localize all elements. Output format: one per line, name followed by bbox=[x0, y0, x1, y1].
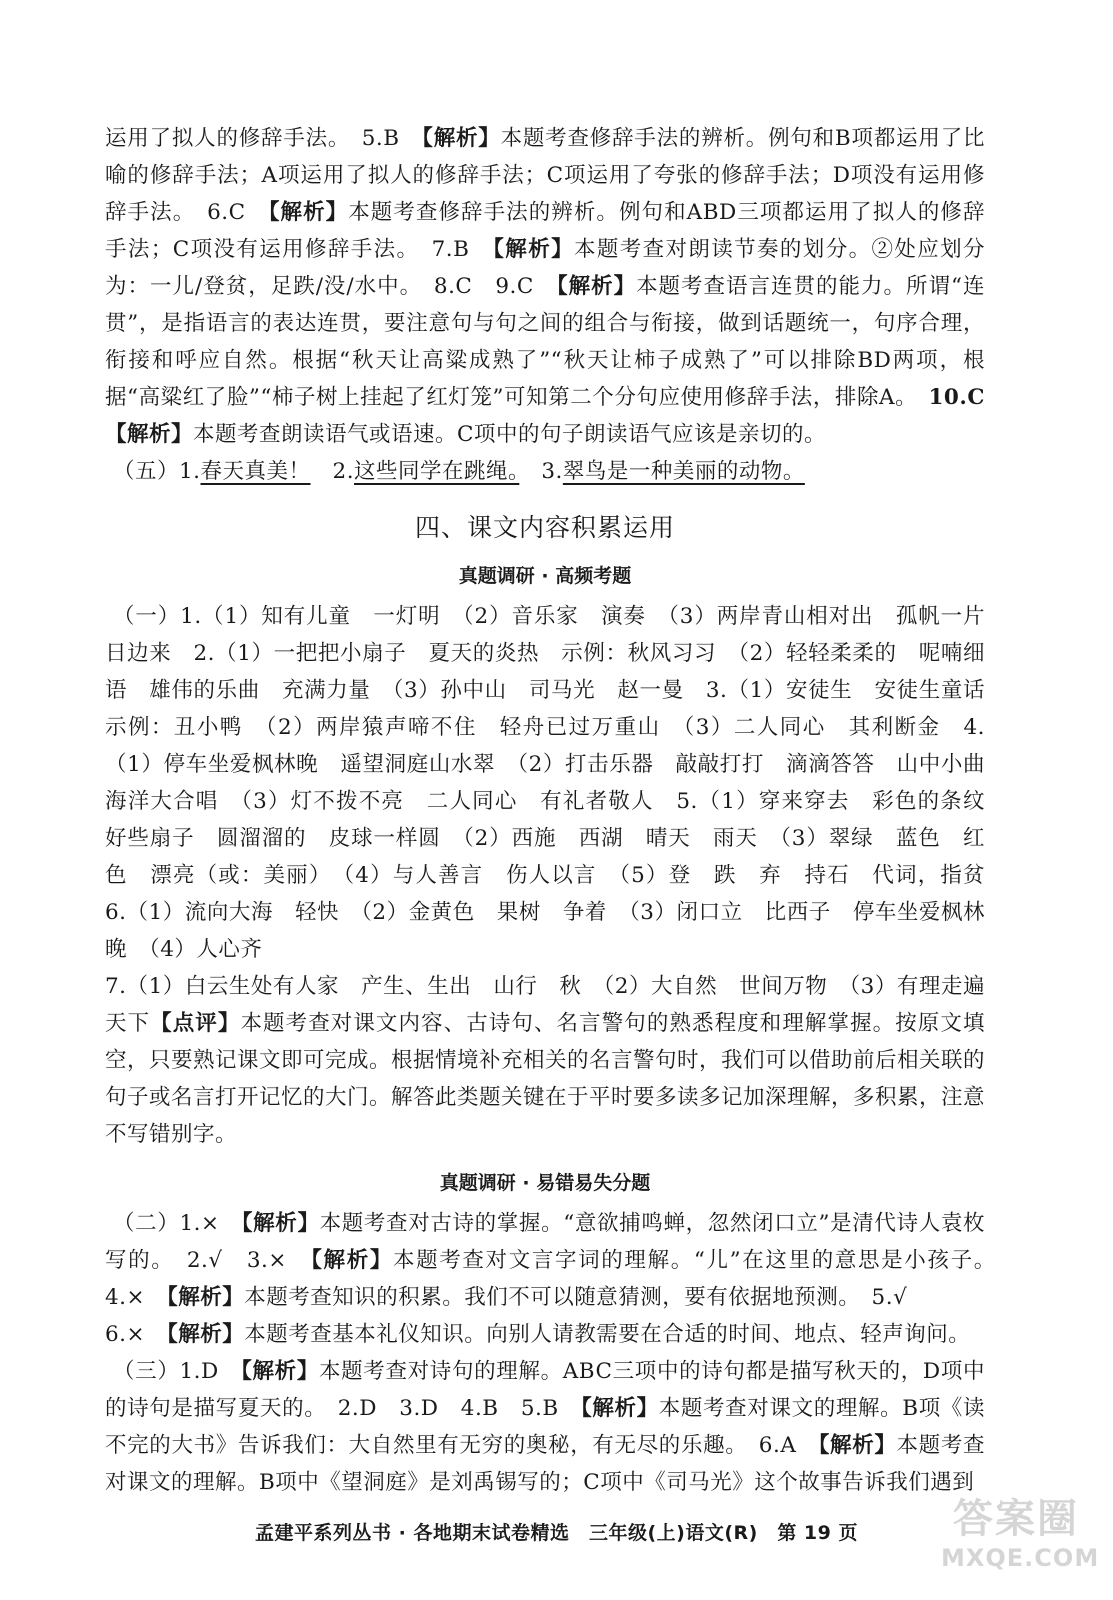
answer-text: 运用了拟人的修辞手法。 bbox=[105, 126, 362, 151]
answer-text: 2. bbox=[310, 459, 355, 484]
underlined-answer: 春天真美！ bbox=[200, 459, 311, 484]
answer-text: 5.B bbox=[361, 126, 423, 151]
analysis-tag: 【解析】 bbox=[818, 1433, 897, 1458]
answer-paragraph bbox=[105, 598, 1008, 968]
analysis-tag: 【解析】 bbox=[167, 1285, 245, 1310]
answer-text: 本题考查对课文的理解。B项《读不完的大书》告诉我们：大自然里有无穷的奥秘，有无尽的乐趣。 6.A bbox=[105, 1396, 985, 1458]
analysis-tag: 【解析】 bbox=[105, 422, 194, 447]
section-title: 四、课文内容积累运用 bbox=[414, 513, 675, 542]
answer-text: 本题考查基本礼仪知识。向别人请教需要在合适的时间、地点、轻声询问。 bbox=[244, 1322, 971, 1347]
answer-paragraph bbox=[105, 453, 985, 490]
answer-text: 本题考查对课文内容、古诗句、名言警句的熟悉程度和理解掌握。按原文填空，只要熟记课文即可完成。根据情境补充相关的名言警句时，我们可以借助前后相关联的句子或名言打开记忆的大门。解答此类题关键在于平时要多读多记加深理解，多积累，注意不写错别字。 bbox=[105, 1011, 986, 1147]
subtitle-high-frequency: 真题调研 · 高频考题 bbox=[458, 565, 632, 587]
answer-paragraph bbox=[105, 1316, 985, 1353]
analysis-tag: 【解析】 bbox=[268, 200, 349, 225]
analysis-tag: 【解析】 bbox=[493, 237, 574, 262]
answer-text: 本题考查修辞手法的辨析。例句和ABD三项都运用了拟人的修辞手法；C项没有运用修辞手法。 bbox=[105, 200, 985, 262]
answer-text: 本题考查对诗句的理解。ABC三项中的诗句都是描写秋天的，D项中的诗句是描写夏天的。 2.D 3.D 4.B 5.B bbox=[105, 1359, 985, 1421]
analysis-tag: 【点评】 bbox=[150, 1011, 241, 1036]
answer-text: （三）1.D bbox=[113, 1359, 242, 1384]
answer-text: 本题考查对文言字词的理解。“儿”在这里的意思是小孩子。 4.× bbox=[105, 1248, 1007, 1310]
answer-text: 6.× bbox=[105, 1322, 168, 1347]
analysis-tag: 【解析】 bbox=[241, 1359, 319, 1384]
answer-text: 本题考查对古诗的掌握。“意欲捕鸣蝉，忽然闭口立”是清代诗人袁枚写的。 2.√ 3.× bbox=[105, 1211, 985, 1273]
underlined-answer: 这些同学在跳绳。 bbox=[354, 459, 520, 484]
answers-mid-block bbox=[105, 598, 1008, 1153]
answers-top-block bbox=[105, 120, 985, 490]
answers-bottom-block bbox=[105, 1205, 1007, 1501]
underlined-answer: 翠鸟是一种美丽的动物。 bbox=[562, 459, 805, 484]
answer-text: 本题考查语言连贯的能力。所谓“连贯”，是指语言的表达连贯，要注意句与句之间的组合与衔接，做到话题统一，句序合理，衔接和呼应自然。根据“秋天让高粱成熟了”“秋天让柿子成熟了”可以排除BD两项，根据“高粱红了脸”“柿子树上挂起了红灯笼”可知第二个分句应使用修辞手法，排除A。 bbox=[105, 274, 985, 410]
analysis-tag: 【解析】 bbox=[167, 1322, 245, 1347]
watermark-url: MXQE.COM bbox=[941, 1544, 1100, 1572]
answer-text: 本题考查对课文的理解。B项中《望洞庭》是刘禹锡写的；C项中《司马光》这个故事告诉我们遇到 bbox=[105, 1433, 985, 1495]
page-content bbox=[105, 120, 1008, 1501]
answer-text: 本题考查对朗读节奏的划分。②处应划分为：一儿/登贫，足跌/没/水中。 bbox=[105, 237, 985, 299]
answer-text: 3. bbox=[519, 459, 563, 484]
answer-text: 6.C bbox=[207, 200, 269, 225]
analysis-tag: 【解析】 bbox=[580, 1396, 659, 1421]
analysis-tag: 【解析】 bbox=[556, 274, 637, 299]
analysis-tag: 【解析】 bbox=[422, 126, 501, 151]
answer-text: 本题考查修辞手法的辨析。例句和B项都运用了比喻的修辞手法；A项运用了拟人的修辞手法；C项运用了夸张的修辞手法；D项没有运用修辞手法。 bbox=[105, 126, 985, 225]
answer-text: 7.B bbox=[431, 237, 494, 262]
answer-text: 本题考查朗读语气或语速。C项中的句子朗读语气应该是亲切的。 bbox=[193, 422, 826, 447]
subtitle-error-prone: 真题调研 · 易错易失分题 bbox=[439, 1172, 651, 1194]
answer-paragraph bbox=[105, 120, 985, 453]
answer-text: （一）1.（1）知有儿童 一灯明 （2）音乐家 演奏 （3）两岸青山相对出 孤帆一片日边来 2.（1）一把把小扇子 夏天的炎热 示例：秋风习习 （2）轻轻柔柔的 呢喃细语 雄伟的乐曲 充满力量 （3）孙中山 司马光 赵一曼 3.（1）安徒生 安徒生童话 示例：丑小鸭 （2）两岸猿声啼不住 轻舟已过万重山 （3）二人同心 其利断金 4.（1）停车坐爱枫林晚 遥望洞庭山水翠 （2）打击乐器 敲敲打打 滴滴答答 山中小曲 海洋大合唱 （3）灯不拨不亮 二人同心 有礼者敬人 5.（1）穿来穿去 彩色的条纹 好些扇子 圆溜溜的 皮球一样圆 （2）西施 西湖 晴天 雨天 （3）翠绿 蓝色 红色 漂亮（或：美丽） （4）与人善言 伤人以言 （5）登 跌 弃 持石 代词，指贫 6.（1）流向大海 轻快 （2）金黄色 果树 争着 （3）闭口立 比西子 停车坐爱枫林晚 （4）人心齐 bbox=[105, 604, 1008, 962]
watermark-text: 答案圈 bbox=[953, 1496, 1079, 1542]
answer-text: 本题考查知识的积累。我们不可以随意猜测，要有依据地预测。 5.√ bbox=[244, 1285, 908, 1310]
analysis-tag: 【解析】 bbox=[241, 1211, 320, 1236]
answer-text: （五）1. bbox=[113, 459, 201, 484]
answer-paragraph bbox=[105, 1205, 1007, 1316]
answer-text: 8.C 9.C bbox=[433, 274, 557, 299]
answer-paragraph bbox=[105, 968, 985, 1153]
analysis-tag: 【解析】 bbox=[311, 1248, 393, 1273]
answer-paragraph bbox=[105, 1353, 985, 1501]
analysis-tag: 10.C bbox=[928, 385, 985, 410]
answer-text: （二）1.× bbox=[113, 1211, 242, 1236]
page-footer: 孟建平系列丛书 · 各地期末试卷精选 三年级(上)语文(R) 第 19 页 bbox=[255, 1522, 858, 1544]
answer-text: 7.（1）白云生处有人家 产生、生出 山行 秋 （2）大自然 世间万物 （3）有理走遍天下 bbox=[105, 974, 985, 1036]
watermark-logo bbox=[941, 1487, 1100, 1582]
